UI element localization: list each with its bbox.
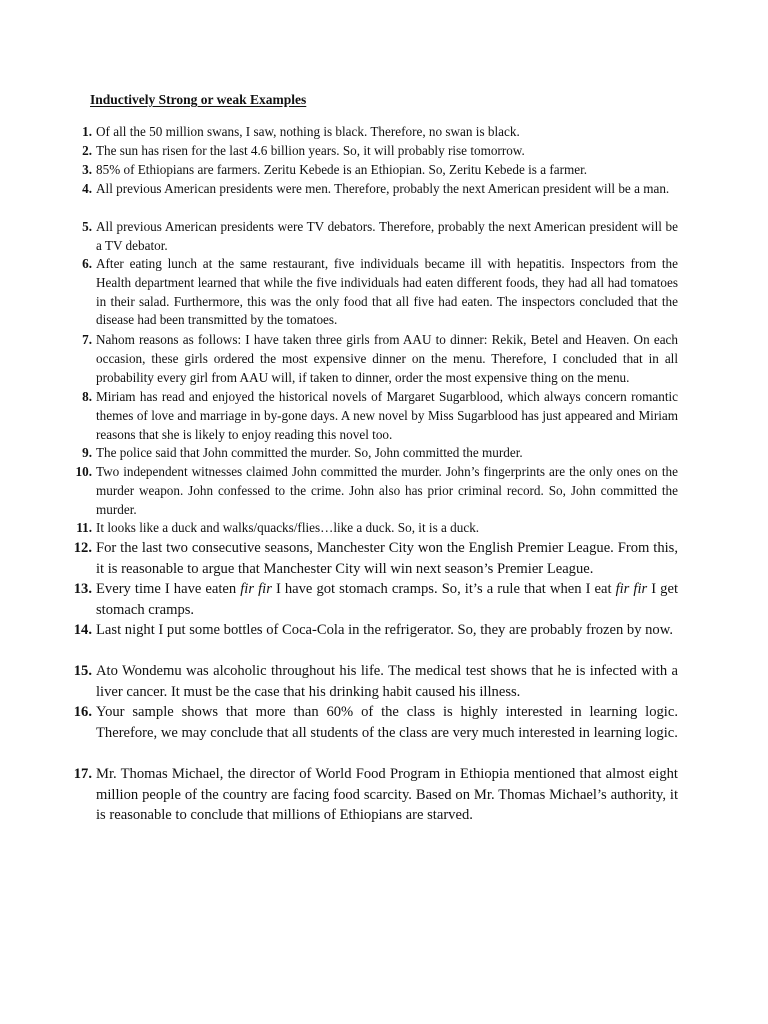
item-number: 17. bbox=[73, 766, 92, 782]
item-number: 8. bbox=[82, 389, 92, 404]
item-text: For the last two consecutive seasons, Manchester City won the English Premier League. From this, it is reasonable to argue that Manchester City will win next season’s Premier League. bbox=[96, 540, 678, 577]
item-number: 11. bbox=[76, 520, 92, 535]
item-text: All previous American presidents were TV debators. Therefore, probably the next American president will be a TV debator. bbox=[96, 219, 678, 253]
item-text: Nahom reasons as follows: I have taken three girls from AAU to dinner: Rekik, Betel and Heaven. On each occasion, these girls ordered the most expensive dinner on the menu. Therefore, I concluded that in all probability every girl from AAU will, if taken to dinner, order the most expensive thing on the menu. bbox=[96, 332, 678, 385]
list-item bbox=[76, 519, 678, 538]
list-item bbox=[82, 444, 678, 463]
item-text-part: I have got stomach cramps. So, it’s a rule that when I eat bbox=[271, 581, 616, 597]
item-number: 3. bbox=[82, 162, 92, 177]
item-number: 9. bbox=[82, 445, 92, 460]
item-text: Your sample shows that more than 60% of the class is highly interested in learning logic. Therefore, we may conclude that all students of the class are very much interested in learning logic. bbox=[96, 704, 678, 741]
item-text: Miriam has read and enjoyed the historical novels of Margaret Sugarblood, which always concern romantic themes of love and marriage in by-gone days. A new novel by Miss Sugarblood has just appeared and Miriam reasons that she is likely to enjoy reading this novel too. bbox=[96, 389, 678, 442]
item-text: Mr. Thomas Michael, the director of World Food Program in Ethiopia mentioned that almost eight million people of the country are facing food scarcity. Based on Mr. Thomas Michael’s authority, it is reasonable to conclude that millions of Ethiopians are starved. bbox=[96, 766, 678, 824]
list-item bbox=[73, 661, 678, 702]
item-emphasis: fir fir bbox=[240, 581, 272, 597]
item-number: 16. bbox=[73, 704, 92, 720]
list-item bbox=[75, 463, 678, 519]
list-item bbox=[82, 161, 678, 180]
item-text: 85% of Ethiopians are farmers. Zeritu Kebede is an Ethiopian. So, Zeritu Kebede is a farmer. bbox=[96, 162, 588, 177]
item-number: 7. bbox=[82, 332, 92, 347]
item-number: 4. bbox=[82, 181, 92, 196]
item-text: All previous American presidents were men. Therefore, probably the next American president will be a man. bbox=[96, 181, 670, 196]
item-text: It looks like a duck and walks/quacks/flies…like a duck. So, it is a duck. bbox=[96, 520, 480, 535]
item-number: 15. bbox=[73, 663, 92, 679]
list-item bbox=[73, 620, 678, 641]
item-number: 12. bbox=[73, 540, 92, 556]
list-item bbox=[82, 123, 678, 142]
list-item bbox=[82, 180, 678, 199]
list-item bbox=[73, 538, 678, 579]
list-item bbox=[82, 142, 678, 161]
list-item bbox=[82, 255, 678, 330]
item-text: Ato Wondemu was alcoholic throughout his life. The medical test shows that he is infected with a liver cancer. It must be the case that his drinking habit caused his illness. bbox=[96, 663, 678, 700]
item-text: Two independent witnesses claimed John committed the murder. John’s fingerprints are the only ones on the murder weapon. John confessed to the crime. John also has prior criminal record. So, John committed the murder. bbox=[96, 464, 678, 517]
item-text: The police said that John committed the murder. So, John committed the murder. bbox=[96, 445, 523, 460]
item-text-part: I get stomach cramps. bbox=[96, 581, 678, 618]
item-number: 10. bbox=[75, 464, 92, 479]
item-number: 5. bbox=[82, 219, 92, 234]
list-item bbox=[82, 218, 678, 256]
item-number: 13. bbox=[73, 581, 92, 597]
item-number: 1. bbox=[82, 124, 92, 139]
item-number: 2. bbox=[82, 143, 92, 158]
document-title: Inductively Strong or weak Examples bbox=[90, 92, 307, 107]
item-emphasis: fir fir bbox=[615, 581, 648, 597]
item-text: Last night I put some bottles of Coca-Cola in the refrigerator. So, they are probably frozen by now. bbox=[96, 622, 673, 638]
item-text: The sun has risen for the last 4.6 billion years. So, it will probably rise tomorrow. bbox=[96, 143, 525, 158]
list-item bbox=[73, 579, 678, 620]
item-text: After eating lunch at the same restaurant, five individuals became ill with hepatitis. Inspectors from the Health department learned that while the five individuals had eaten different foods, they had all had tomatoes in their salad. Furthermore, this was the only food that all five had eaten. The inspectors concluded that the disease had been transmitted by the tomatoes. bbox=[96, 256, 678, 328]
item-text: Of all the 50 million swans, I saw, nothing is black. Therefore, no swan is black. bbox=[96, 124, 520, 139]
list-item bbox=[73, 702, 678, 743]
item-number: 6. bbox=[82, 256, 92, 271]
list-item bbox=[73, 764, 678, 826]
item-text-part: Every time I have eaten bbox=[96, 581, 241, 597]
list-item bbox=[82, 388, 678, 444]
list-item bbox=[82, 331, 678, 387]
item-text bbox=[96, 579, 678, 620]
item-number: 14. bbox=[73, 622, 92, 638]
